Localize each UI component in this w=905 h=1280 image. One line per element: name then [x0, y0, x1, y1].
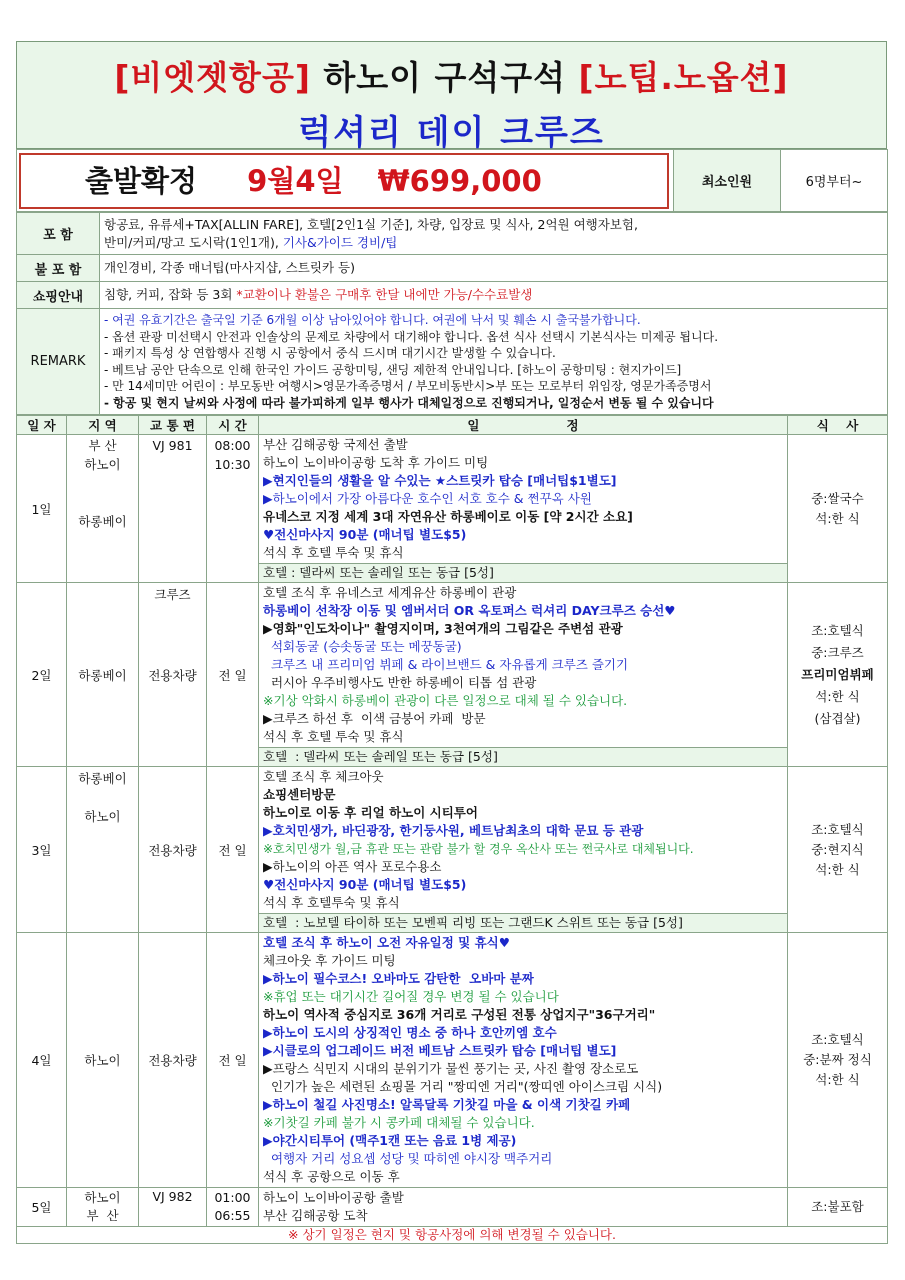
schedule-line: ▶하노이 도시의 상징적인 명소 중 하나 호안끼엠 호수 — [263, 1025, 557, 1040]
meal-item: 조:호텔식 — [811, 821, 864, 837]
schedule-line: ▶하노이 철길 사진명소! 알록달록 기찻길 마을 & 이색 기찻길 카페 — [263, 1097, 631, 1112]
day-meals — [788, 933, 888, 1188]
shopping-refund-note: *교환이나 환불은 구매후 한달 내에만 가능/수수료발생 — [236, 287, 533, 302]
meal-item: 조:불포함 — [788, 1188, 888, 1227]
schedule-line: ♥전신마사지 90분 (매너팁 별도$5) — [263, 877, 467, 892]
include-label: 포 함 — [17, 213, 100, 255]
day-row — [17, 933, 888, 1188]
shopping-text — [100, 282, 888, 309]
schedule-line: ※호치민생가 월,금 휴관 또는 관람 불가 할 경우 옥산사 또는 쩐국사로 대체됩니다. — [263, 842, 694, 856]
min-people-label: 최소인원 — [674, 150, 781, 212]
day-region — [67, 435, 139, 583]
day-row — [17, 1188, 888, 1227]
meal-item: 석:한 식 — [815, 510, 860, 526]
hotel-info: 호텔 : 노보텔 타이하 또는 모벤픽 리빙 또는 그랜드K 스위트 또는 동급 [5성] — [259, 914, 788, 933]
day-schedule — [259, 933, 788, 1188]
schedule-line: ▶호치민생가, 바딘광장, 한기둥사원, 베트남최초의 대학 문묘 등 관광 — [263, 823, 644, 838]
schedule-line: 석회동굴 (승솟동굴 또는 메꿍동굴) — [263, 639, 462, 654]
day-region — [67, 767, 139, 933]
schedule-line: 호텔 조식 후 체크아웃 — [263, 769, 384, 784]
schedule-line: ▶하노이의 아픈 역사 포로수용소 — [263, 859, 442, 874]
day-number: 4일 — [17, 933, 67, 1188]
meal-item: 조:호텔식 — [811, 1032, 864, 1047]
price-amount: ₩699,000 — [377, 163, 542, 198]
schedule-line: 크루즈 내 프리미엄 뷔페 & 라이브밴드 & 자유롭게 크루즈 즐기기 — [263, 657, 629, 672]
schedule-line: 부산 김해공항 국제선 출발 — [263, 437, 408, 452]
info-table — [16, 212, 888, 415]
include-line: 항공료, 유류세+TAX[ALLIN FARE], 호텔[2인1실 기준], 차량, 입장료 및 식사, 2억원 여행자보험, — [104, 216, 638, 232]
schedule-line: 하노이 노이바이공항 도착 후 가이드 미팅 — [263, 455, 489, 470]
include-line: 반미/커피/망고 도시락(1인1개), — [104, 234, 283, 250]
tour-name: 하노이 구석구석 — [323, 58, 567, 97]
col-schedule: 일 정 — [259, 416, 788, 435]
schedule-line: ▶현지인들의 생활을 알 수있는 ★스트릿카 탑승 [매너팁$1별도] — [263, 473, 617, 488]
time-value: 06:55 — [214, 1208, 251, 1223]
col-region: 지 역 — [67, 416, 139, 435]
col-time: 시 간 — [207, 416, 259, 435]
meal-item: 중:크루즈 — [811, 644, 864, 660]
exclude-label: 불 포 함 — [17, 255, 100, 282]
schedule-line: 하노이로 이동 후 리얼 하노이 시티투어 — [263, 805, 478, 820]
remark-item: - 여권 유효기간은 출국일 기준 6개월 이상 남아있어야 합니다. 여권에 낙서 및 훼손 시 출국불가합니다. — [104, 313, 641, 327]
airline-label: [비엣젯항공] — [114, 58, 311, 97]
day-schedule — [259, 435, 788, 564]
schedule-line: ▶영화"인도차이나" 촬영지이며, 3천여개의 그림같은 주변섬 관광 — [263, 621, 623, 636]
meal-item: (삼겹살) — [814, 710, 861, 726]
price-row — [16, 149, 888, 212]
schedule-line: 석식 후 공항으로 이동 후 — [263, 1169, 400, 1184]
meal-item: 중:쌀국수 — [811, 490, 864, 506]
meal-item: 석:한 식 — [815, 688, 860, 704]
schedule-line: 인기가 높은 세련된 쇼핑몰 거리 "짱띠엔 거리"(짱띠엔 아이스크림 시식) — [263, 1079, 663, 1094]
no-tip-label: [노팁.노옵션] — [578, 58, 789, 97]
include-text — [100, 213, 888, 255]
schedule-line: ♥전신마사지 90분 (매너팁 별도$5) — [263, 527, 467, 542]
time-value: 전 일 — [207, 933, 259, 1188]
schedule-line: ※기찻길 카페 불가 시 콩카페 대체될 수 있습니다. — [263, 1115, 535, 1130]
schedule-line: 호텔 조식 후 하노이 오전 자유일정 및 휴식♥ — [263, 935, 510, 950]
schedule-line: 유네스코 지정 세계 3대 자연유산 하롱베이로 이동 [약 2시간 소요] — [263, 509, 633, 524]
schedule-line: ▶야간시티투어 (맥주1캔 또는 음료 1병 제공) — [263, 1133, 517, 1148]
day-number: 5일 — [17, 1188, 67, 1227]
subtitle: 럭셔리 데이 크루즈 — [298, 113, 605, 153]
remark-label: REMARK — [17, 309, 100, 415]
region-name: 하롱베이 — [67, 583, 139, 767]
day-meals — [788, 435, 888, 583]
region-name: 하노이 — [84, 809, 121, 824]
hotel-info: 호텔 : 델라씨 또는 솔레일 또는 동급 [5성] — [259, 564, 788, 583]
exclude-text: 개인경비, 각종 매너팁(마사지샵, 스트릿카 등) — [100, 255, 888, 282]
remark-list — [100, 309, 888, 415]
time-value: 10:30 — [214, 457, 251, 472]
col-day: 일 자 — [17, 416, 67, 435]
footer-note: ※ 상기 일정은 현지 및 항공사정에 의해 변경될 수 있습니다. — [17, 1227, 888, 1244]
region-name: 하롱베이 — [78, 771, 127, 786]
col-meal: 식 사 — [788, 416, 888, 435]
meal-item: 석:한 식 — [815, 1072, 860, 1087]
schedule-line: 하롱베이 선착장 이동 및 엠버서더 OR 옥토퍼스 럭셔리 DAY크루즈 승선♥ — [263, 603, 676, 618]
schedule-line: 석식 후 호텔 투숙 및 휴식 — [263, 729, 404, 744]
transport-bus: 전용차량 — [139, 933, 207, 1188]
time-value: 전 일 — [207, 767, 259, 933]
flight-number: VJ 981 — [139, 435, 207, 583]
meal-item: 석:한 식 — [815, 861, 860, 877]
schedule-line: ▶프랑스 식민지 시대의 분위기가 물씬 풍기는 곳, 사진 촬영 장소로도 — [263, 1061, 639, 1076]
day-region — [67, 1188, 139, 1227]
departure-date: 9월4일 — [247, 163, 344, 198]
day-time — [207, 1188, 259, 1227]
col-transport: 교 통 편 — [139, 416, 207, 435]
day-schedule — [259, 583, 788, 748]
remark-item: - 옵션 관광 미선택시 안전과 인솔상의 문제로 차량에서 대기해야 합니다. 옵션 식사 선택시 기본식사는 미제공 됩니다. — [104, 329, 719, 344]
hotel-info: 호텔 : 델라씨 또는 솔레일 또는 동급 [5성] — [259, 748, 788, 767]
schedule-line: 석식 후 호텔투숙 및 휴식 — [263, 895, 400, 910]
day-number: 2일 — [17, 583, 67, 767]
min-people-value: 6명부터~ — [781, 150, 888, 212]
day-transport — [139, 583, 207, 767]
schedule-line: 부산 김해공항 도착 — [263, 1208, 368, 1223]
schedule-line: 체크아웃 후 가이드 미팅 — [263, 953, 396, 968]
time-value: 08:00 — [214, 438, 251, 453]
day-row — [17, 583, 888, 748]
schedule-line: ▶하노이에서 가장 아름다운 호수인 서호 호수 & 쩐꾸옥 사원 — [263, 491, 592, 506]
schedule-line: 여행자 거리 성요셉 성당 및 따히엔 야시장 맥주거리 — [263, 1151, 553, 1166]
day-row — [17, 767, 888, 914]
remark-item: - 베트남 공안 단속으로 인해 한국인 가이드 공항미팅, 샌딩 제한적 안내입니다. [하노이 공항미팅 : 현지가이드] — [104, 362, 682, 377]
transport-bus: 전용차량 — [139, 767, 207, 933]
departure-status: 출발확정 — [85, 163, 198, 198]
remark-item: - 항공 및 현지 날씨와 사정에 따라 불가피하게 일부 행사가 대체일정으로 진행되거나, 일정순서 변동 될 수 있습니다 — [104, 395, 714, 410]
schedule-line: ※기상 악화시 하롱베이 관광이 다른 일정으로 대체 될 수 있습니다. — [263, 693, 628, 708]
shopping-info: 침향, 커피, 잡화 등 3회 — [104, 287, 237, 302]
region-name: 하노이 — [84, 457, 121, 472]
region-name: 하노이 — [84, 1190, 121, 1205]
transport-cruise: 크루즈 — [154, 587, 191, 602]
region-name: 하노이 — [67, 933, 139, 1188]
schedule-line: 석식 후 호텔 투숙 및 휴식 — [263, 545, 404, 560]
schedule-table — [16, 415, 888, 1244]
title-header — [16, 41, 887, 153]
flight-number: VJ 982 — [139, 1188, 207, 1227]
time-value: 전 일 — [207, 583, 259, 767]
time-value: 01:00 — [214, 1190, 251, 1205]
schedule-line: 호텔 조식 후 유네스코 세계유산 하롱베이 관광 — [263, 585, 517, 600]
meal-item: 중:현지식 — [811, 841, 864, 857]
main-title — [17, 42, 886, 99]
meal-item: 조:호텔식 — [811, 622, 864, 638]
schedule-line: ▶하노이 필수코스! 오바마도 감탄한 오바마 분짜 — [263, 971, 534, 986]
day-meals — [788, 583, 888, 767]
schedule-line: ▶크루즈 하선 후 이색 금붕어 카페 방문 — [263, 711, 486, 726]
region-name: 부 산 — [88, 438, 117, 453]
day-schedule — [259, 1188, 788, 1227]
day-number: 3일 — [17, 767, 67, 933]
day-time — [207, 435, 259, 583]
meal-item: 중:분짜 정식 — [803, 1052, 872, 1067]
remark-item: - 만 14세미만 어린이 : 부모동반 여행시>영문가족증명서 / 부모비동반시>부 또는 모로부터 위임장, 영문가족증명서 — [104, 379, 712, 393]
schedule-line: 하노이 역사적 중심지로 36개 거리로 구성된 전통 상업지구"36구거리" — [263, 1007, 656, 1022]
meal-item: 프리미엄뷔페 — [801, 666, 874, 682]
schedule-line: ※휴업 또는 대기시간 길어질 경우 변경 될 수 있습니다 — [263, 989, 559, 1004]
day-row — [17, 435, 888, 564]
itinerary-page — [16, 41, 887, 1244]
day-number: 1일 — [17, 435, 67, 583]
day-schedule — [259, 767, 788, 914]
region-name: 하롱베이 — [78, 514, 127, 529]
schedule-line: 러시아 우주비행사도 반한 하롱베이 티톱 섬 관광 — [263, 675, 537, 690]
region-name: 부 산 — [86, 1208, 119, 1223]
schedule-line: 하노이 노이바이공항 출발 — [263, 1190, 404, 1205]
transport-bus: 전용차량 — [148, 667, 197, 683]
include-guide-fee: 기사&가이드 경비/팁 — [282, 234, 398, 250]
remark-item: - 패키지 특성 상 연합행사 진행 시 공항에서 중식 드시며 대기시간 발생할 수 있습니다. — [104, 346, 556, 360]
shopping-label: 쇼핑안내 — [17, 282, 100, 309]
schedule-line: 쇼핑센터방문 — [263, 787, 336, 802]
day-meals — [788, 767, 888, 933]
schedule-line: ▶시클로의 업그레이드 버전 베트남 스트릿카 탑승 [매너팁 별도] — [263, 1043, 617, 1058]
price-box — [19, 153, 669, 209]
